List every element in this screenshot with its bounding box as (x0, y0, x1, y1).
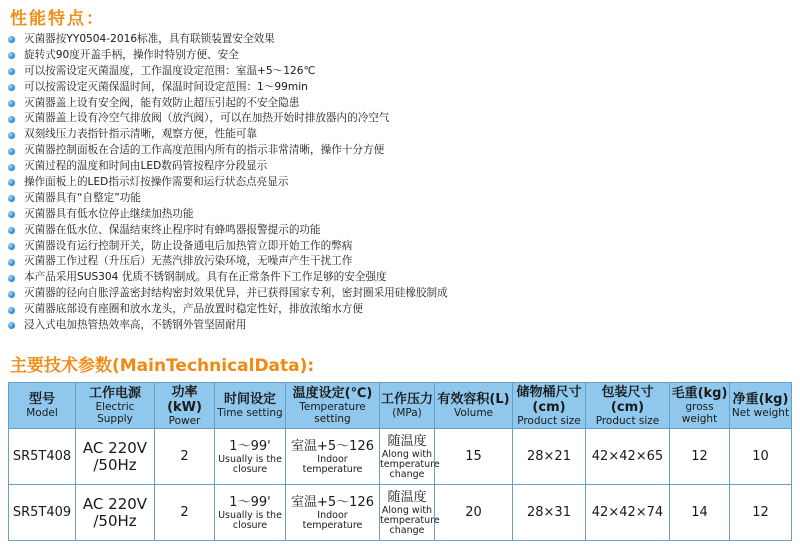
table-header-row (9, 383, 792, 429)
bullet-icon (8, 148, 15, 155)
supply-cell: AC 220V /50Hz (76, 485, 155, 541)
bullet-icon (8, 132, 15, 139)
model-cell: SR5T408 (9, 429, 76, 485)
bullet-icon (8, 307, 15, 314)
bullet-icon (8, 227, 15, 234)
feature-item: 灭菌器控制面板在合适的工作高度范围内所有的指示非常清晰，操作十分方便 (8, 143, 788, 159)
bullet-icon (8, 36, 15, 43)
header-volume: 有效容积(L) Volume (435, 383, 513, 429)
features-title: 性能特点： (10, 9, 105, 29)
feature-item: 可以按需设定灭菌温度，工作温度设定范围：室温+5～126℃ (8, 64, 788, 80)
bullet-icon (8, 211, 15, 218)
bullet-icon (8, 243, 15, 250)
feature-item: 旋转式90度开盖手柄，操作时特别方便、安全 (8, 48, 788, 64)
pressure-cell: 随温度 Along with temperature change (380, 485, 435, 541)
feature-item: 灭菌器具有“自整定”功能 (8, 191, 788, 207)
gross-weight-cell: 12 (670, 429, 730, 485)
gross-weight-cell: 14 (670, 485, 730, 541)
header-net-weight: 净重(kg) Net weight (730, 383, 792, 429)
net-weight-cell: 10 (730, 429, 792, 485)
feature-item: 浸入式电加热管热效率高，不锈钢外管坚固耐用 (8, 318, 788, 334)
table-row (9, 485, 792, 541)
spec-title: 主要技术参数(MainTechnicalData): (10, 356, 315, 376)
feature-item: 灭菌器的径向自胀浮盖密封结构密封效果优异，并已获得国家专利，密封圈采用硅橡胶制成 (8, 286, 788, 302)
time-cell: 1～99' Usually is the closure (215, 485, 286, 541)
bullet-icon (8, 259, 15, 266)
feature-item: 灭菌器工作过程（升压后）无蒸汽排放污染环境，无噪声产生干扰工作 (8, 254, 788, 270)
feature-item: 灭菌器设有运行控制开关，防止设备通电后加热管立即开始工作的弊病 (8, 239, 788, 255)
spec-table (8, 382, 792, 541)
feature-item: 双刻线压力表指针指示清晰，观察方便，性能可靠 (8, 127, 788, 143)
bullet-icon (8, 291, 15, 298)
header-power: 功率(kW) Power (155, 383, 215, 429)
feature-item: 灭菌器按YY0504-2016标准，具有联锁装置安全效果 (8, 32, 788, 48)
bullet-icon (8, 179, 15, 186)
bullet-icon (8, 164, 15, 171)
volume-cell: 15 (435, 429, 513, 485)
package-size-cell: 42×42×74 (586, 485, 670, 541)
feature-item: 可以按需设定灭菌保温时间，保温时间设定范围：1～99min (8, 80, 788, 96)
bullet-icon (8, 52, 15, 59)
header-package-size: 包装尺寸(cm) Product size (586, 383, 670, 429)
time-cell: 1～99' Usually is the closure (215, 429, 286, 485)
pressure-cell: 随温度 Along with temperature change (380, 429, 435, 485)
features-list (8, 32, 788, 334)
feature-item: 本产品采用SUS304 优质不锈钢制成。具有在正常条件下工作足够的安全强度 (8, 270, 788, 286)
feature-item: 灭菌器在低水位、保温结束终止程序时有蜂鸣器报警提示的功能 (8, 223, 788, 239)
header-bucket-size: 储物桶尺寸(cm) Product size (513, 383, 586, 429)
bullet-icon (8, 100, 15, 107)
bullet-icon (8, 275, 15, 282)
header-time: 时间设定 Time setting (215, 383, 286, 429)
table-row (9, 429, 792, 485)
volume-cell: 20 (435, 485, 513, 541)
feature-item: 灭菌器盖上设有安全阀，能有效防止超压引起的不安全隐患 (8, 96, 788, 112)
bullet-icon (8, 116, 15, 123)
feature-item: 灭菌器盖上设有冷空气排放阀（放汽阀），可以在加热开始时排放器内的冷空气 (8, 111, 788, 127)
supply-cell: AC 220V /50Hz (76, 429, 155, 485)
header-temperature: 温度设定(℃) Temperature setting (286, 383, 380, 429)
power-cell: 2 (155, 429, 215, 485)
bucket-size-cell: 28×31 (513, 485, 586, 541)
net-weight-cell: 12 (730, 485, 792, 541)
feature-item: 灭菌器具有低水位停止继续加热功能 (8, 207, 788, 223)
bucket-size-cell: 28×21 (513, 429, 586, 485)
package-size-cell: 42×42×65 (586, 429, 670, 485)
header-gross-weight: 毛重(kg) gross weight (670, 383, 730, 429)
feature-item: 操作面板上的LED指示灯按操作需要和运行状态点亮显示 (8, 175, 788, 191)
header-supply: 工作电源 Electric Supply (76, 383, 155, 429)
bullet-icon (8, 322, 15, 329)
model-cell: SR5T409 (9, 485, 76, 541)
temperature-cell: 室温+5～126 Indoor temperature (286, 429, 380, 485)
header-pressure: 工作压力 (MPa) (380, 383, 435, 429)
temperature-cell: 室温+5～126 Indoor temperature (286, 485, 380, 541)
power-cell: 2 (155, 485, 215, 541)
feature-item: 灭菌过程的温度和时间由LED数码管按程序分段显示 (8, 159, 788, 175)
bullet-icon (8, 195, 15, 202)
bullet-icon (8, 84, 15, 91)
feature-item: 灭菌器底部设有座圈和放水龙头，产品放置时稳定性好，排放浓缩水方便 (8, 302, 788, 318)
header-model: 型号 Model (9, 383, 76, 429)
bullet-icon (8, 68, 15, 75)
